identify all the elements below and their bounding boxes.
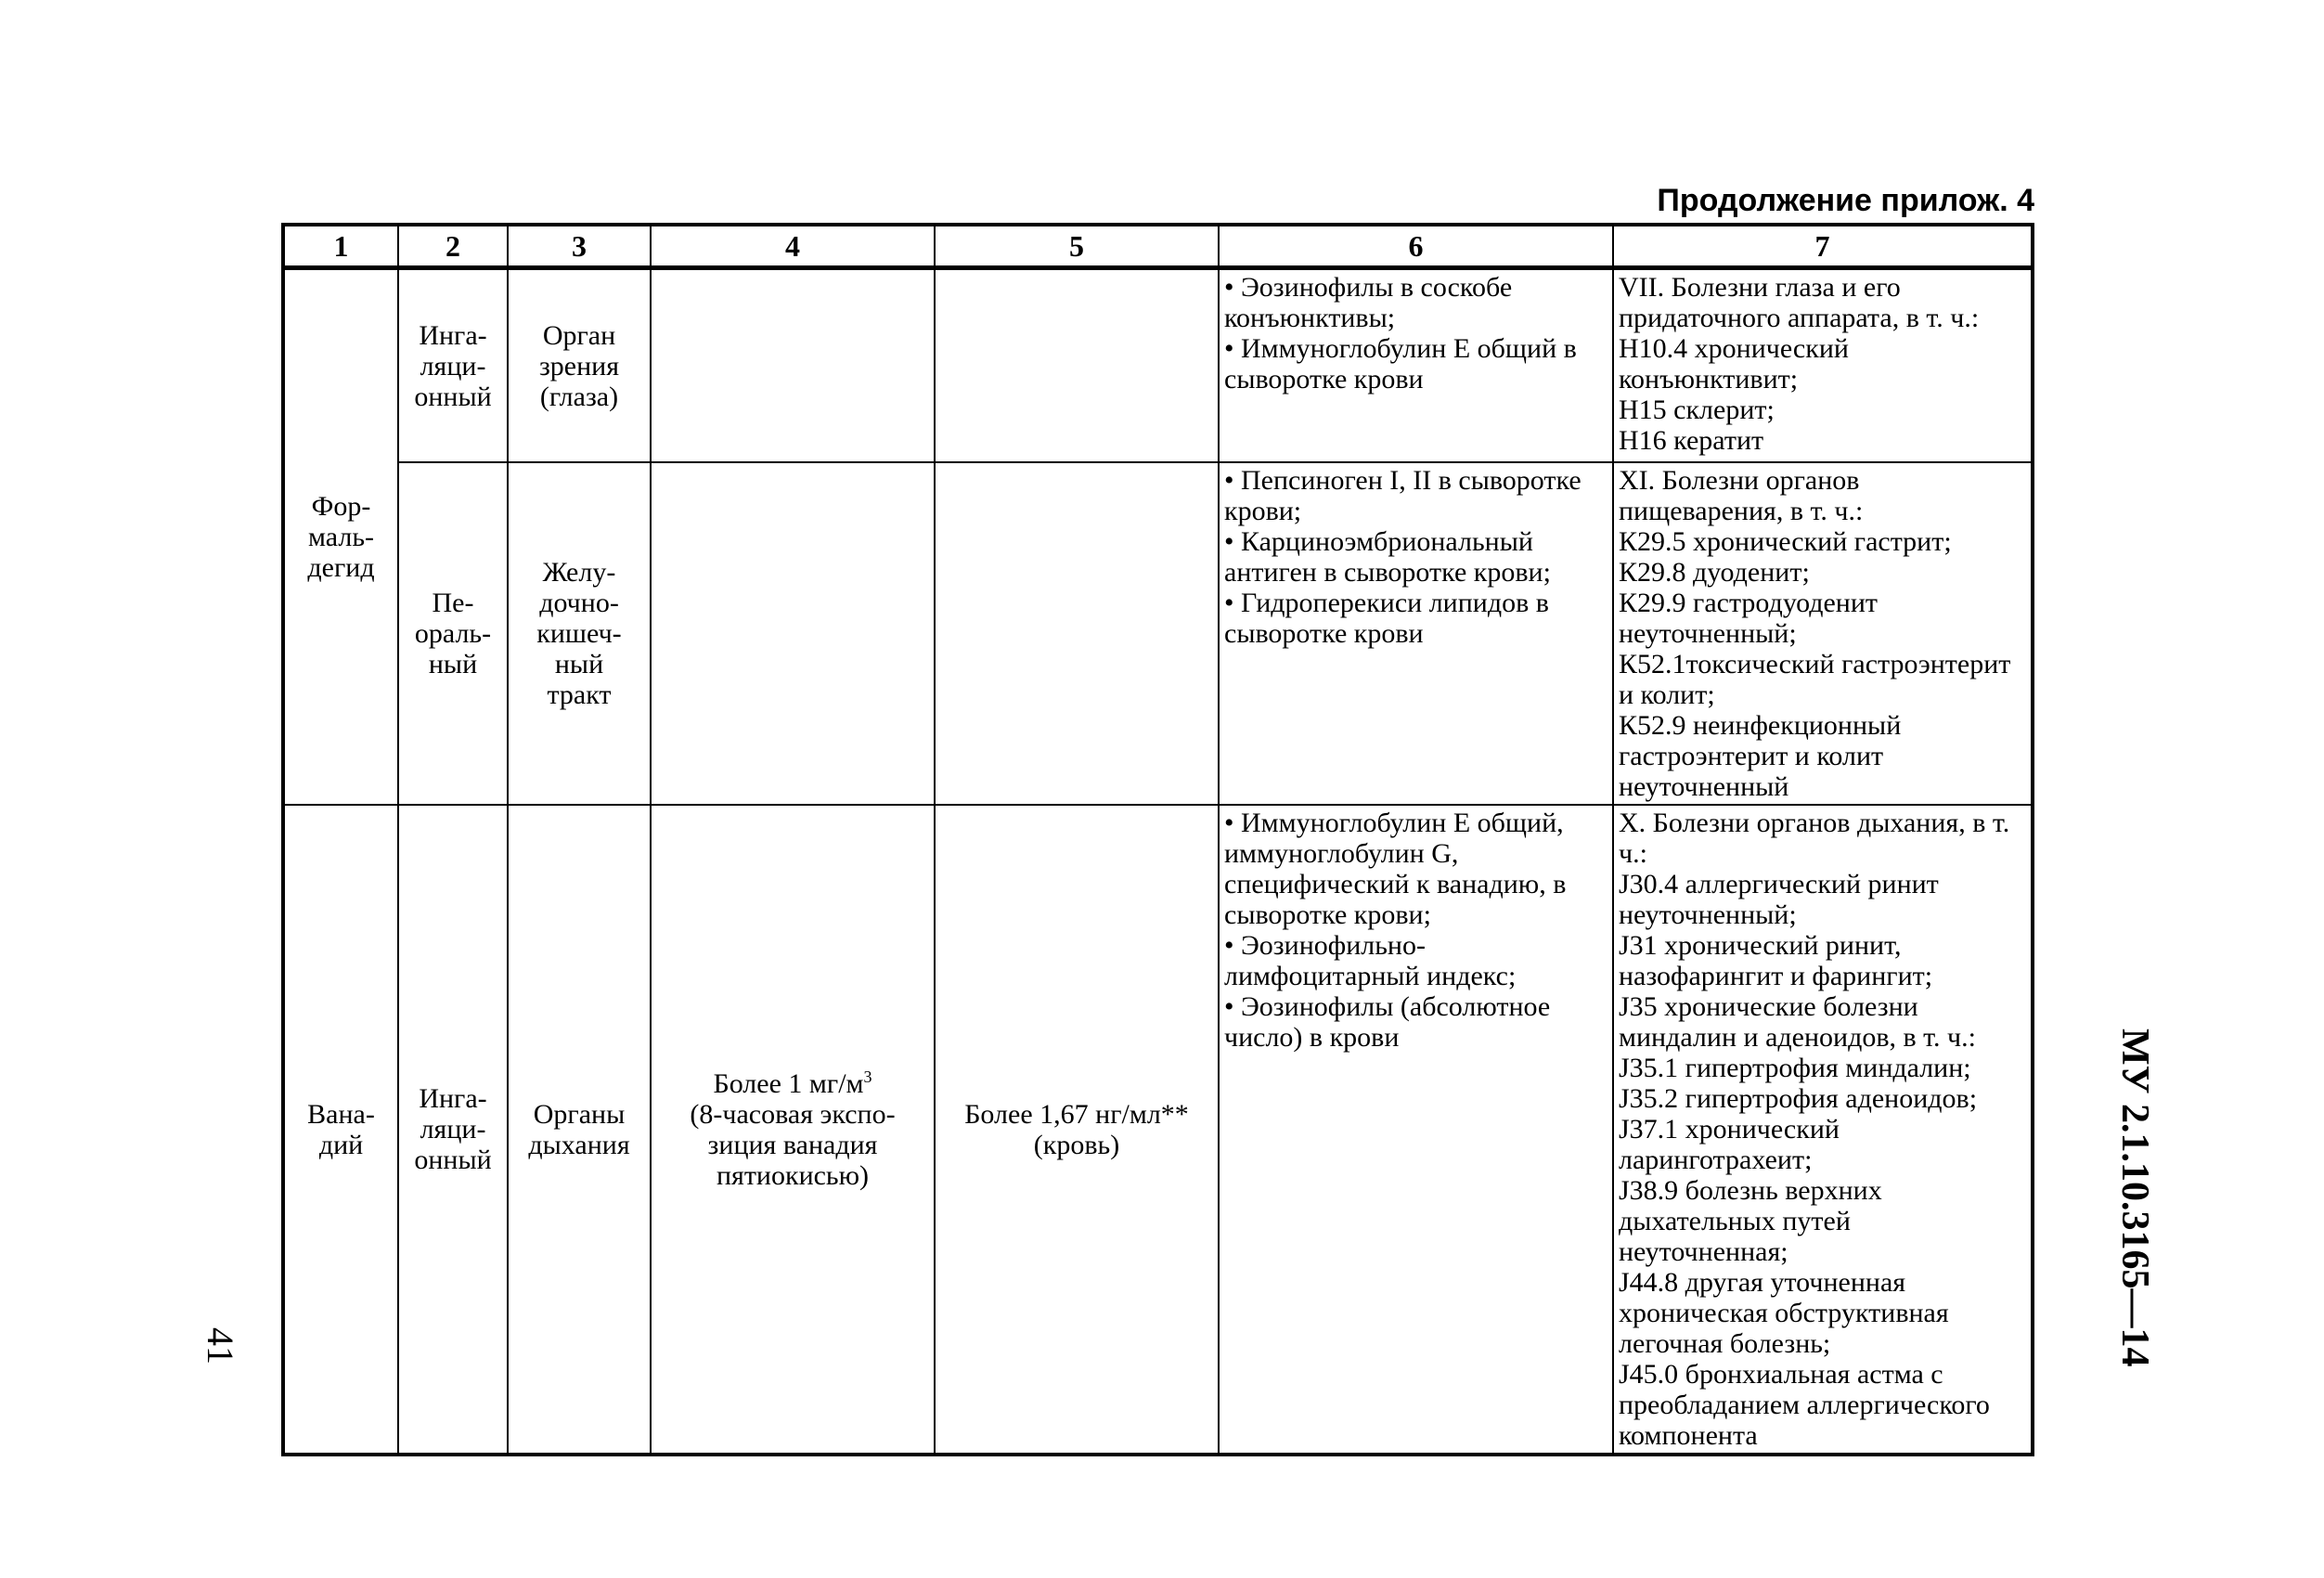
- header-col-5: 5: [935, 225, 1219, 268]
- exposure-level: [651, 462, 935, 805]
- target-organ: Органы дыхания: [508, 805, 651, 1455]
- header-col-6: 6: [1219, 225, 1613, 268]
- exposure-level-main: Более 1 мг/м: [713, 1067, 864, 1099]
- exposure-route: Инга- ляци- онный: [398, 805, 508, 1455]
- lab-markers: • Пепсиноген I, II в сыворотке крови; • Карциноэмбриональный антиген в сыворотке крови; • Гидроперекиси липидов в сыворотке крови: [1219, 462, 1613, 805]
- document-code: МУ 2.1.10.3165—14: [2113, 1028, 2156, 1367]
- header-col-1: 1: [283, 225, 398, 268]
- header-col-4: 4: [651, 225, 935, 268]
- exposure-level-note: (8-часовая экспо- зиция ванадия пятиокисью): [690, 1098, 896, 1191]
- exposure-route: Пе- ораль- ный: [398, 462, 508, 805]
- exposure-level: [651, 805, 935, 1455]
- header-col-2: 2: [398, 225, 508, 268]
- exposure-route: Инга- ляци- онный: [398, 268, 508, 463]
- substance-vanadium: Вана- дий: [283, 805, 398, 1455]
- biomarker-level: [935, 268, 1219, 463]
- header-col-3: 3: [508, 225, 651, 268]
- substance-formaldehyde: Фор- маль- дегид: [283, 268, 398, 806]
- target-organ: Желу- дочно- кишеч- ный тракт: [508, 462, 651, 805]
- disease-table: [281, 223, 2034, 1456]
- disease-codes: XI. Болезни органов пищеварения, в т. ч.: К29.5 хронический гастрит; К29.8 дуоденит; К29.9 гастродуоденит неуточненный; К52.1токсический гастроэнтерит и колит; К52.9 неинфекционный гастроэнтерит и колит неуточненный: [1613, 462, 2033, 805]
- disease-codes: VII. Болезни глаза и его придаточного аппарата, в т. ч.: Н10.4 хронический конъюнктивит; Н15 склерит; Н16 кератит: [1613, 268, 2033, 463]
- table-row: [283, 462, 2033, 805]
- table-header-row: [283, 225, 2033, 268]
- continuation-title: Продолжение прилож. 4: [1657, 183, 2034, 218]
- exposure-level: [651, 268, 935, 463]
- table-row: [283, 805, 2033, 1455]
- biomarker-level: [935, 462, 1219, 805]
- target-organ: Орган зрения (глаза): [508, 268, 651, 463]
- lab-markers: • Иммуноглобулин Е общий, иммуноглобулин G, специфический к ванадию, в сыворотке крови; • Эозинофильно-лимфоцитарный индекс; • Эозинофилы (абсолютное число) в крови: [1219, 805, 1613, 1455]
- lab-markers: • Эозинофилы в соскобе конъюнктивы; • Иммуноглобулин Е общий в сыворотке крови: [1219, 268, 1613, 463]
- page-number: 41: [200, 1327, 241, 1365]
- table-row: [283, 268, 2033, 463]
- header-col-7: 7: [1613, 225, 2033, 268]
- biomarker-level: Более 1,67 нг/мл** (кровь): [935, 805, 1219, 1455]
- disease-codes: Х. Болезни органов дыхания, в т. ч.: J30.4 аллергический ринит неуточненный; J31 хронический ринит, назофарингит и фарингит; J35 хронические болезни миндалин и аденоидов, в т. ч.: J35.1 гипертрофия миндалин; J35.2 гипертрофия аденоидов; J37.1 хронический ларинготрахеит; J38.9 болезнь верхних дыхательных путей неуточненная; J44.8 другая уточненная хроническая обструктивная легочная болезнь; J45.0 бронхиальная астма с преобладанием аллергического компонента: [1613, 805, 2033, 1455]
- exposure-level-sup: 3: [863, 1067, 872, 1086]
